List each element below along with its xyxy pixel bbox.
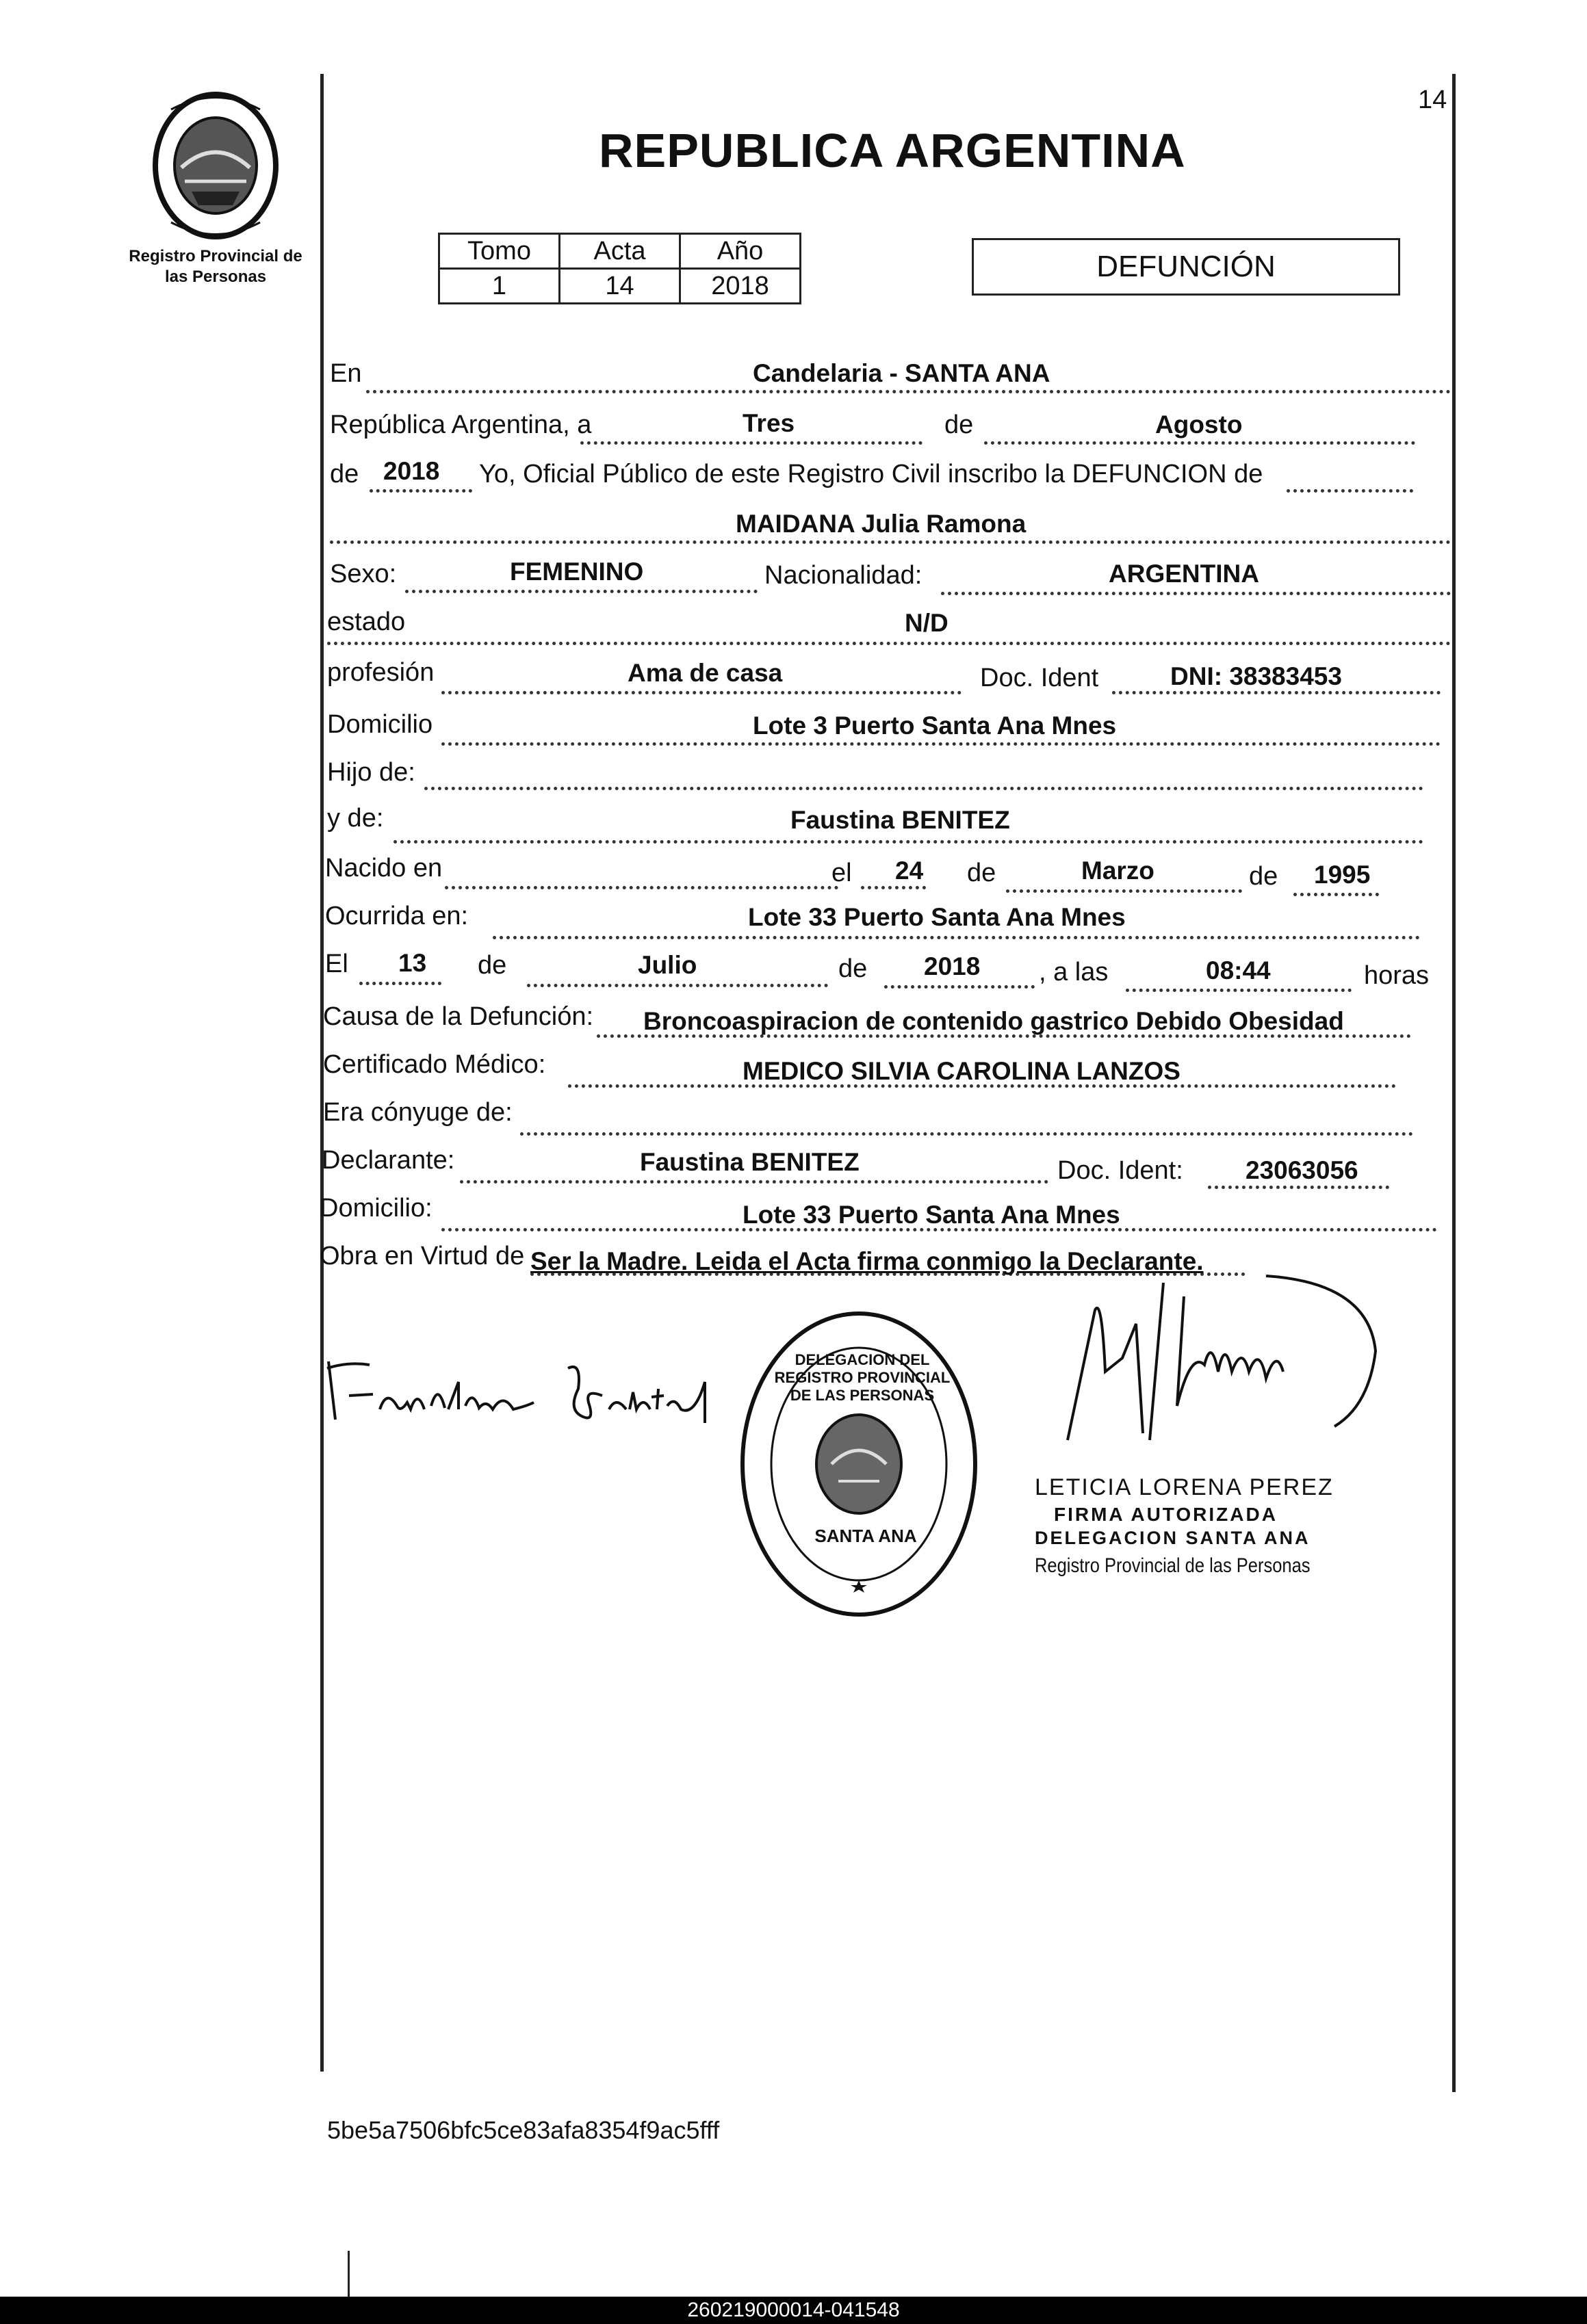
registry-caption	[96, 246, 335, 287]
def-anio-value: 2018	[924, 952, 981, 980]
nac-dia-value: 24	[895, 857, 924, 885]
nombre-dotted-line	[330, 540, 1451, 544]
nacionalidad-dotted-line	[941, 592, 1451, 595]
province-emblem-logo	[144, 89, 287, 243]
def-mes-value: Julio	[638, 951, 697, 979]
nacido-dotted-line	[445, 886, 838, 889]
profesion-dotted-line	[441, 691, 962, 694]
doc-dotted-line	[1112, 691, 1441, 694]
obra-value: Ser la Madre. Leida el Acta firma conmigo la Declarante.	[530, 1247, 1204, 1275]
right-margin-line	[1452, 74, 1456, 2092]
decl-doc-value: 23063056	[1246, 1156, 1358, 1184]
yde-value: Faustina BENITEZ	[790, 806, 1010, 834]
registry-caption-line1: Registro Provincial de	[129, 247, 302, 265]
registry-table-value-row	[439, 269, 801, 304]
def-anio-dotted-line	[884, 985, 1035, 989]
table-header-tomo: Tomo	[439, 234, 560, 269]
barcode-strip: 260219000014-041548	[0, 2297, 1587, 2324]
conyuge-label: Era cónyuge de:	[323, 1098, 513, 1127]
official-signature	[1040, 1269, 1396, 1467]
nac-mes-dotted-line	[1006, 889, 1242, 893]
en-value: Candelaria - SANTA ANA	[753, 359, 1050, 387]
en-dotted-line	[366, 390, 1451, 393]
inscribo-dotted-line	[1287, 489, 1413, 493]
bottom-tick-line	[348, 2251, 350, 2299]
ocurrida-label: Ocurrida en:	[325, 902, 469, 930]
causa-label: Causa de la Defunción:	[323, 1002, 594, 1031]
nac-anio-dotted-line	[1293, 893, 1379, 896]
conyuge-dotted-line	[520, 1132, 1413, 1136]
de-label-5: de	[478, 951, 507, 980]
certificado-value: MEDICO SILVIA CAROLINA LANZOS	[743, 1057, 1180, 1085]
def-dia-dotted-line	[359, 982, 441, 985]
dia-dotted-line	[580, 441, 922, 445]
de-label-1: de	[944, 410, 974, 439]
estado-label: estado	[327, 608, 406, 636]
mes-value: Agosto	[1155, 410, 1243, 439]
official-role: FIRMA AUTORIZADA	[1054, 1504, 1278, 1525]
nac-mes-value: Marzo	[1081, 857, 1154, 885]
document-hash: 5be5a7506bfc5ce83afa8354f9ac5fff	[327, 2116, 720, 2144]
certificado-label: Certificado Médico:	[323, 1050, 546, 1079]
anio-dotted-line	[370, 489, 472, 493]
de-label-2: de	[330, 460, 359, 488]
record-type-box: DEFUNCIÓN	[972, 238, 1400, 296]
el-label-2: El	[325, 950, 348, 978]
registry-caption-line2: las Personas	[164, 267, 267, 286]
profesion-value: Ama de casa	[628, 659, 783, 687]
horas-label: horas	[1364, 961, 1430, 990]
decl-doc-label: Doc. Ident:	[1057, 1156, 1183, 1185]
de-label-3: de	[967, 859, 996, 887]
doc-value: DNI: 38383453	[1170, 662, 1342, 690]
document-title: REPUBLICA ARGENTINA	[599, 124, 1186, 177]
table-value-tomo: 1	[439, 269, 560, 304]
seal-inner-text: SANTA ANA	[814, 1526, 917, 1546]
yde-label: y de:	[327, 804, 384, 833]
hijo-label: Hijo de:	[327, 758, 415, 787]
table-header-acta: Acta	[560, 234, 680, 269]
table-value-anio: 2018	[680, 269, 801, 304]
ocurrida-value: Lote 33 Puerto Santa Ana Mnes	[748, 903, 1126, 931]
domicilio-value: Lote 3 Puerto Santa Ana Mnes	[753, 711, 1117, 740]
official-registry: Registro Provincial de las Personas	[1035, 1554, 1311, 1577]
decl-doc-dotted-line	[1208, 1186, 1389, 1189]
nac-dia-dotted-line	[861, 886, 926, 889]
obra-label: Obra en Virtud de	[320, 1242, 525, 1270]
declarante-value: Faustina BENITEZ	[640, 1148, 860, 1176]
de-label-6: de	[838, 954, 868, 983]
nacionalidad-label: Nacionalidad:	[764, 561, 922, 590]
inscribo-text: Yo, Oficial Público de este Registro Civil inscribo la DEFUNCION de	[479, 460, 1263, 488]
anio-value: 2018	[383, 457, 440, 485]
nombre-value: MAIDANA Julia Ramona	[736, 510, 1027, 538]
official-office: DELEGACION SANTA ANA	[1035, 1528, 1311, 1548]
sexo-label: Sexo:	[330, 560, 397, 588]
nac-anio-value: 1995	[1314, 861, 1371, 889]
def-hora-value: 08:44	[1206, 956, 1271, 984]
declarante-label: Declarante:	[322, 1146, 455, 1175]
page-number: 14	[1418, 86, 1447, 114]
en-label: En	[330, 359, 362, 388]
def-mes-dotted-line	[527, 984, 828, 987]
dia-value: Tres	[743, 409, 795, 437]
profesion-label: profesión	[327, 658, 435, 687]
official-name: LETICIA LORENA PEREZ	[1035, 1474, 1334, 1500]
republica-label: República Argentina, a	[330, 410, 592, 439]
causa-value: Broncoaspiracion de contenido gastrico Debido Obesidad	[643, 1007, 1344, 1035]
declarante-dotted-line	[460, 1180, 1048, 1184]
doc-label: Doc. Ident	[980, 664, 1099, 692]
decl-dom-value: Lote 33 Puerto Santa Ana Mnes	[743, 1201, 1120, 1229]
table-value-acta: 14	[560, 269, 680, 304]
yde-dotted-line	[393, 840, 1423, 844]
nacido-label: Nacido en	[325, 854, 443, 883]
ocurrida-dotted-line	[493, 936, 1420, 939]
seal-outer-text: DELEGACION DEL REGISTRO PROVINCIAL DE LAS PERSONAS	[774, 1351, 951, 1404]
sexo-dotted-line	[405, 590, 758, 593]
declarant-signature	[322, 1341, 760, 1444]
table-header-anio: Año	[680, 234, 801, 269]
domicilio-label: Domicilio	[327, 710, 433, 739]
estado-dotted-line	[327, 642, 1451, 645]
domicilio-dotted-line	[441, 742, 1441, 746]
alas-label: , a las	[1039, 958, 1109, 987]
estado-value: N/D	[905, 609, 949, 637]
hijo-dotted-line	[424, 787, 1423, 790]
decl-dom-label: Domicilio:	[320, 1194, 433, 1223]
sexo-value: FEMENINO	[510, 558, 644, 586]
def-hora-dotted-line	[1126, 989, 1352, 992]
def-dia-value: 13	[398, 949, 427, 977]
nacionalidad-value: ARGENTINA	[1109, 560, 1259, 588]
mes-dotted-line	[984, 441, 1415, 445]
registry-table	[438, 233, 801, 304]
de-label-4: de	[1249, 862, 1278, 891]
registry-table-header-row	[439, 234, 801, 269]
el-label: el	[831, 859, 852, 887]
